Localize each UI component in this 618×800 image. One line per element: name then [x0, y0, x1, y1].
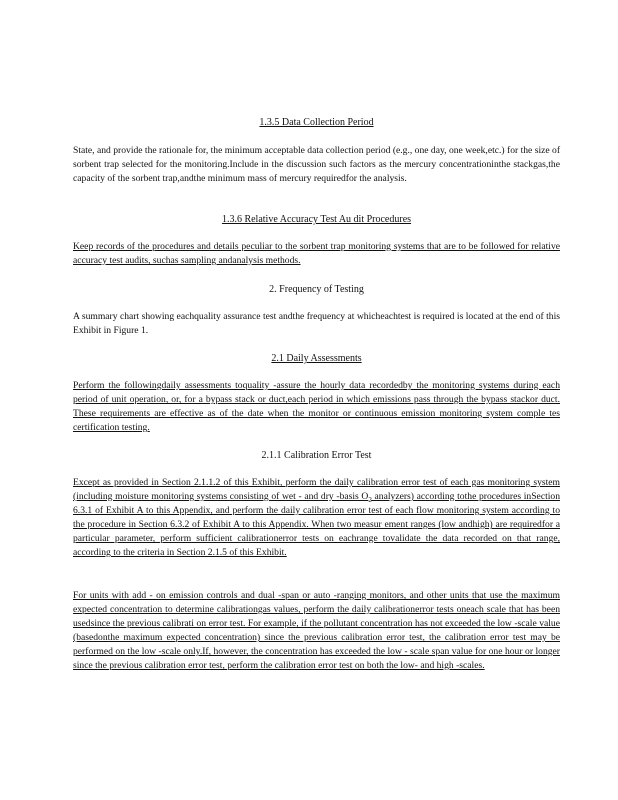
heading-1-3-5-text: 1.3.5 Data Collection Period [259, 117, 374, 128]
heading-2-1-1-text: 2.1.1 Calibration Error Test [261, 450, 372, 461]
paragraph-1-3-6: Keep records of the procedures and details peculiar to the sorbent trap monitoring systems that are to be followed for relative accuracy test audits, suchas sampling andanalysis methods. [73, 241, 560, 266]
heading-2-1-text: 2.1 Daily Assessments [271, 353, 362, 364]
paragraph-2-1-1-b: For units with add - on emission controls and dual -span or auto -ranging monitors, and other units that use the maximum expected concentration to determine calibrationgas values, perform the daily calibrationerror tests oneach scale that has been usedsince the previous calibrati on error test. For example, if the pollutant concentration has not exceeded the low -scale value (basedonthe maximum expected concentration) since the previous calibration error test, the calibration error test may be performed on the low -scale only.If, however, the concentration has exceeded the low - scale span value for one hour or longer since the previous calibration error test, perform the calibration error test on both the low- and high -scales. [73, 590, 560, 671]
heading-1-3-5 [73, 116, 560, 130]
heading-1-3-6 [73, 213, 560, 227]
paragraph-2-1-1-a-part1: Except as provided in Section 2.1.1.2 of this Exhibit, perform the daily calibration error test of each gas monitoring system (including moisture monitoring systems consisting of wet - and dry -basis O [73, 477, 560, 502]
heading-1-3-6-text: 1.3.6 Relative Accuracy Test Au dit Procedures [221, 214, 412, 225]
paragraph-2: A summary chart showing eachquality assurance test andthe frequency at whicheachtest is required is located at the end of this Exhibit in Figure 1. [73, 311, 560, 336]
oxygen-subscript: 2 [368, 495, 372, 504]
heading-2-text: 2. Frequency of Testing [269, 284, 364, 295]
paragraph-2-1-1-a-part2: analyzers) according tothe procedures inSection 6.3.1 of Exhibit A to this Appendix, and perform the daily calibration error test of each flow monitoring system according to the procedure in Section 6.3.2 of Exhibit A to this Appendix. When two measur ement ranges (low andhigh) are requiredfor a particular parameter, perform sufficient calibrationerror tests on eachrange tovalidate the data recorded on that range, according to the criteria in Section 2.1.5 of this Exhibit. [73, 491, 560, 558]
paragraph-2-1: Perform the followingdaily assessments toquality -assure the hourly data recordedby the monitoring systems during each period of unit operation, or, for a bypass stack or duct,each period in which emissions pass through the bypass stackor duct. These requirements are effective as of the date when the monitor or continuous emission monitoring system comple tes certification testing. [73, 380, 560, 433]
heading-2-1-1 [73, 449, 560, 463]
heading-2 [73, 283, 560, 297]
heading-2-1 [73, 352, 560, 366]
paragraph-2-1-1-a [73, 476, 560, 560]
paragraph-1-3-5: State, and provide the rationale for, the minimum acceptable data collection period (e.g., one day, one week,etc.) for the size of sorbent trap selected for the monitoring.Include in the discussion such factors as the mercury concentrationinthe stackgas,the capacity of the sorbent trap,andthe minimum mass of mercury requiredfor the analysis. [73, 145, 561, 184]
